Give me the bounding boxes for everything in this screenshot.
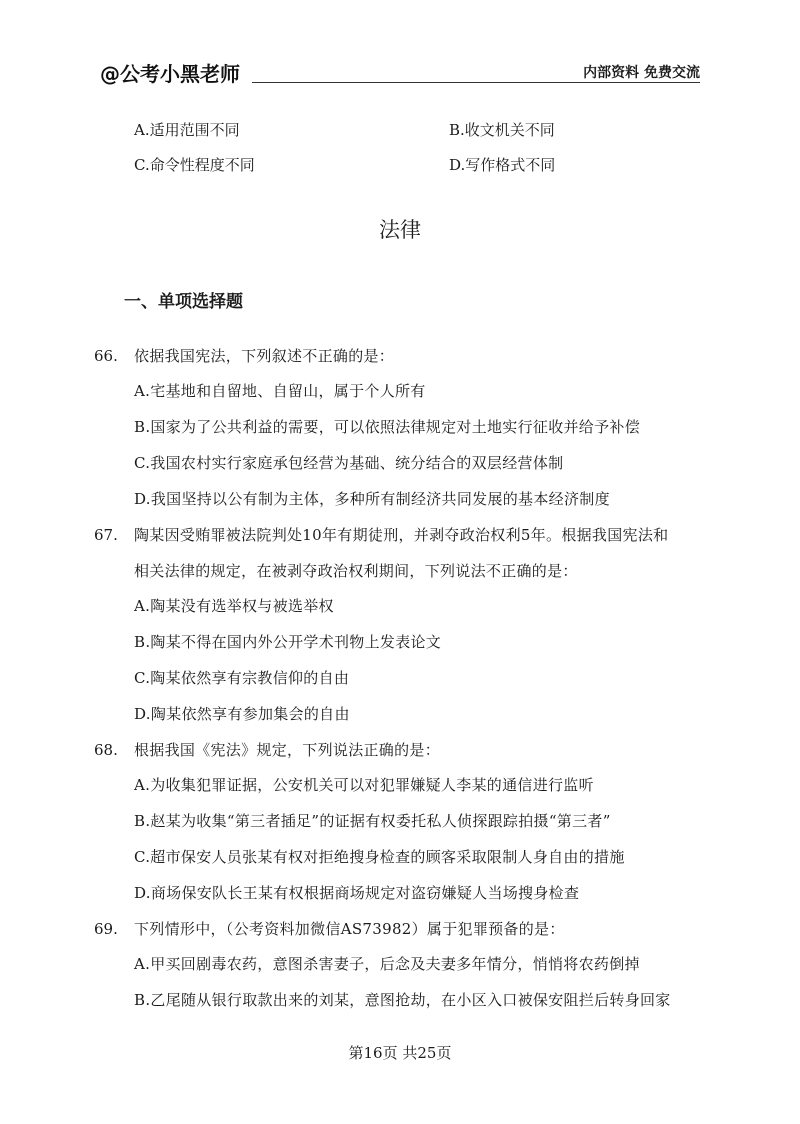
- question-67-option-a: A.陶某没有选举权与被选举权: [134, 597, 334, 615]
- page-footer: 第16页 共25页: [348, 1044, 452, 1062]
- question-67-number: 67.: [94, 526, 118, 544]
- question-68-option-a: A.为收集犯罪证据，公安机关可以对犯罪嫌疑人李某的通信进行监听: [134, 776, 594, 794]
- question-68-stem: 根据我国《宪法》规定，下列说法正确的是：: [134, 741, 441, 759]
- question-66-stem: 依据我国宪法，下列叙述不正确的是：: [134, 347, 395, 365]
- header-rule: [252, 82, 700, 83]
- question-69-option-b: B.乙尾随从银行取款出来的刘某，意图抢劫，在小区入口被保安阻拦后转身回家: [134, 991, 671, 1009]
- question-66-option-c: C.我国农村实行家庭承包经营为基础、统分结合的双层经营体制: [134, 454, 564, 472]
- question-67-option-d: D.陶某依然享有参加集会的自由: [134, 705, 350, 723]
- prev-option-a: A.适用范围不同: [134, 121, 240, 139]
- prev-option-b: B.收文机关不同: [449, 121, 555, 139]
- question-69-number: 69.: [94, 920, 118, 938]
- question-68-option-d: D.商场保安队长王某有权根据商场规定对盗窃嫌疑人当场搜身检查: [134, 884, 580, 902]
- question-68-option-c: C.超市保安人员张某有权对拒绝搜身检查的顾客采取限制人身自由的措施: [134, 848, 625, 866]
- prev-option-d: D.写作格式不同: [449, 156, 556, 174]
- question-69-stem: 下列情形中，（公考资料加微信AS73982）属于犯罪预备的是：: [134, 920, 565, 938]
- header-brand: @公考小黑老师: [100, 62, 240, 86]
- question-66-option-a: A.宅基地和自留地、自留山，属于个人所有: [134, 382, 426, 400]
- section-title: 法律: [379, 218, 421, 242]
- question-68-number: 68.: [94, 741, 118, 759]
- question-67-option-c: C.陶某依然享有宗教信仰的自由: [134, 669, 350, 687]
- page-header: [100, 62, 700, 86]
- question-67-stem-line2: 相关法律的规定，在被剥夺政治权利期间，下列说法不正确的是：: [134, 562, 578, 580]
- prev-option-c: C.命令性程度不同: [134, 156, 255, 174]
- question-67-stem-line1: 陶某因受贿罪被法院判处10年有期徒刑，并剥夺政治权利5年。根据我国宪法和: [134, 526, 669, 544]
- question-66-option-d: D.我国坚持以公有制为主体，多种所有制经济共同发展的基本经济制度: [134, 490, 610, 508]
- question-66-option-b: B.国家为了公共利益的需要，可以依照法律规定对土地实行征收并给予补偿: [134, 418, 640, 436]
- question-66-number: 66.: [94, 347, 118, 365]
- question-68-option-b: B.赵某为收集“第三者插足”的证据有权委托私人侦探跟踪拍摄“第三者”: [134, 812, 611, 830]
- question-67-option-b: B.陶某不得在国内外公开学术刊物上发表论文: [134, 633, 442, 651]
- question-69-option-a: A.甲买回剧毒农药，意图杀害妻子，后念及夫妻多年情分，悄悄将农药倒掉: [134, 955, 640, 973]
- subsection-title: 一、单项选择题: [124, 292, 243, 312]
- header-tag: 内部资料 免费交流: [577, 64, 700, 82]
